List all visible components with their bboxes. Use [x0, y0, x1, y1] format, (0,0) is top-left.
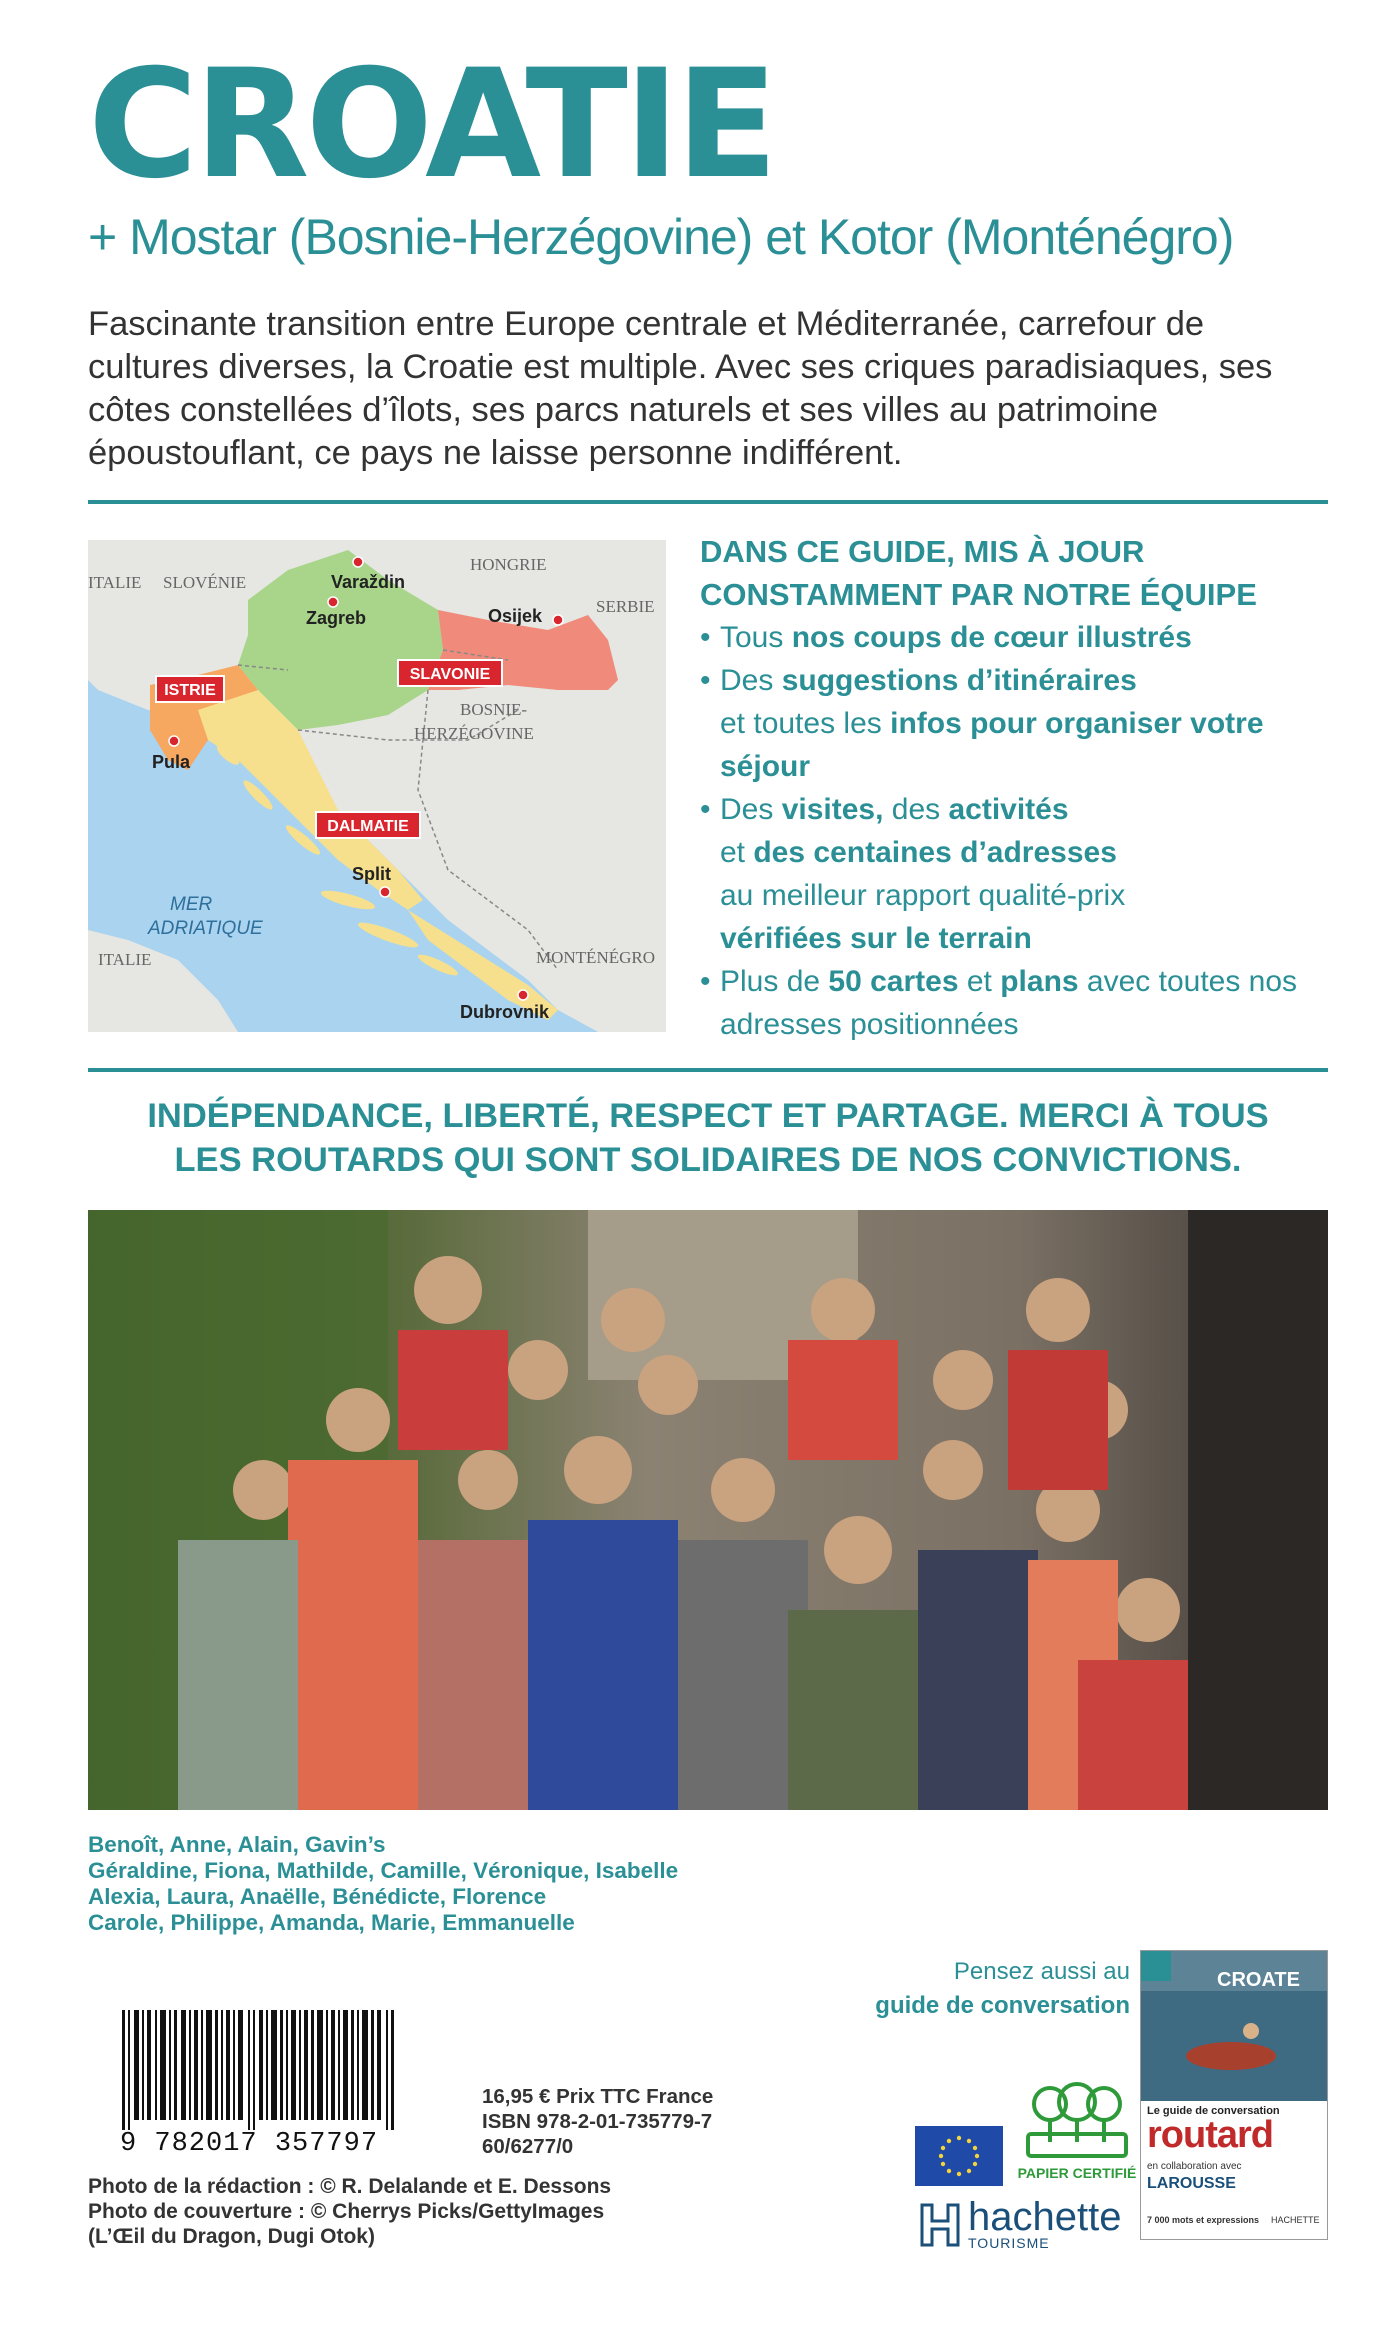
- also-see-line-2: guide de conversation: [875, 1992, 1130, 2019]
- map-dot-dubrovnik: [518, 990, 528, 1000]
- names-line: Benoît, Anne, Alain, Gavin’s: [88, 1832, 386, 1857]
- map-label-bosnie-2: HERZÉGOVINE: [414, 724, 534, 743]
- guide-heading-2: CONSTAMMENT PAR NOTRE ÉQUIPE: [700, 577, 1257, 612]
- barcode-bars: [120, 2010, 402, 2130]
- map-city-split: Split: [352, 864, 391, 884]
- cover-larousse: LAROUSSE: [1147, 2175, 1236, 2192]
- names-line: Géraldine, Fiona, Mathilde, Camille, Véronique, Isabelle: [88, 1858, 679, 1883]
- credit-line: Photo de la rédaction : © R. Delalande et E. Dessons: [88, 2175, 612, 2198]
- list-item: • Plus de 50 cartes et plans avec toutes nos adresses positionnées: [700, 960, 1340, 1046]
- map-dot-pula: [169, 736, 179, 746]
- svg-text:ISTRIE: ISTRIE: [164, 682, 216, 699]
- cover-series: Le guide de conversation: [1147, 2105, 1280, 2117]
- isbn-line: ISBN 978-2-01-735779-7: [482, 2110, 713, 2133]
- guide-features: [700, 530, 1340, 1046]
- list-item: • Des visites, des activités et des centaines d’adresses au meilleur rapport qualité-prix vérifiées sur le terrain: [700, 788, 1340, 960]
- map-label-italie-top: ITALIE: [88, 573, 142, 592]
- conversation-guide-cover[interactable]: [1140, 1950, 1328, 2240]
- eu-ecolabel-icon: [915, 2126, 1003, 2186]
- cover-count: 7 000 mots et expressions: [1147, 2215, 1260, 2225]
- hachette-h-icon: [918, 2201, 962, 2249]
- cover-brand: routard: [1147, 2114, 1273, 2156]
- list-item: • Des suggestions d’itinéraires et toutes les infos pour organiser votre séjour: [700, 659, 1340, 788]
- map-city-zagreb: Zagreb: [306, 608, 367, 628]
- paper-certified-logo: [1016, 2080, 1138, 2181]
- croatia-map: [88, 540, 666, 1032]
- map-sea-label-1: MER: [170, 894, 213, 915]
- map-label-bosnie-1: BOSNIE-: [460, 700, 528, 719]
- feature-list: [700, 616, 1340, 1046]
- map-dot-osijek: [553, 615, 563, 625]
- map-label-slovenie: SLOVÉNIE: [163, 573, 247, 592]
- also-see: [830, 1955, 1130, 2023]
- cover-publisher: HACHETTE: [1271, 2215, 1320, 2225]
- intro-paragraph: Fascinante transition entre Europe centrale et Méditerranée, carrefour de cultures diverses, la Croatie est multiple. Avec ses criques paradisiaques, ses côtes constellées d’îlots, ses parcs naturels et ses villes au patrimoine époustouflant, ce pays ne laisse personne indifférent.: [88, 305, 1273, 472]
- map-badge-dalmatie: [316, 812, 420, 838]
- trees-icon: [1022, 2080, 1132, 2160]
- code-line: 60/6277/0: [482, 2135, 574, 2158]
- map-label-italie-bottom: ITALIE: [98, 950, 152, 969]
- page-title: CROATIE: [88, 38, 775, 212]
- motto: [88, 1094, 1328, 1182]
- cover-collab: en collaboration avec: [1147, 2161, 1242, 2172]
- motto-line-2: LES ROUTARDS QUI SONT SOLIDAIRES DE NOS CONVICTIONS.: [174, 1141, 1242, 1179]
- map-label-hongrie: HONGRIE: [470, 555, 547, 574]
- page-subtitle: + Mostar (Bosnie-Herzégovine) et Kotor (Monténégro): [88, 209, 1234, 265]
- divider-middle: [88, 1068, 1328, 1072]
- price-info: [482, 2084, 713, 2159]
- map-dot-varazdin: [353, 557, 363, 567]
- map-label-serbie: SERBIE: [596, 597, 655, 616]
- paper-certified-label: PAPIER CERTIFIÉ: [1017, 2165, 1137, 2181]
- divider-top: [88, 500, 1328, 504]
- hachette-label: hachette: [968, 2195, 1122, 2239]
- map-city-dubrovnik: Dubrovnik: [460, 1002, 550, 1022]
- hachette-logo: [918, 2195, 1122, 2251]
- svg-text:DALMATIE: DALMATIE: [327, 818, 409, 835]
- also-see-line-1: Pensez aussi au: [953, 1958, 1130, 1985]
- map-dot-zagreb: [328, 597, 338, 607]
- map-city-pula: Pula: [152, 752, 191, 772]
- map-city-varazdin: Varaždin: [331, 572, 406, 592]
- tourisme-label: TOURISME: [968, 2235, 1050, 2251]
- names-line: Alexia, Laura, Anaëlle, Bénédicte, Florence: [88, 1884, 547, 1909]
- cover-title: CROATE: [1217, 1969, 1300, 1991]
- team-photo: [88, 1210, 1328, 1810]
- map-badge-istrie: [156, 676, 224, 702]
- credit-line: Photo de couverture : © Cherrys Picks/GettyImages: [88, 2200, 605, 2223]
- motto-line-1: INDÉPENDANCE, LIBERTÉ, RESPECT ET PARTAGE. MERCI À TOUS: [147, 1097, 1269, 1135]
- photo-credits: [88, 2174, 611, 2249]
- svg-text:SLAVONIE: SLAVONIE: [409, 666, 491, 683]
- map-city-osijek: Osijek: [488, 606, 543, 626]
- names-line: Carole, Philippe, Amanda, Marie, Emmanuelle: [88, 1910, 575, 1935]
- price-line: 16,95 € Prix TTC France: [482, 2085, 714, 2108]
- barcode: [120, 2010, 402, 2165]
- team-names: [88, 1832, 678, 1936]
- cover-illustration: [1141, 1951, 1327, 2239]
- map-label-montenegro: MONTÉNÉGRO: [536, 948, 655, 967]
- map-sea-label-2: ADRIATIQUE: [148, 918, 263, 939]
- guide-heading-1: DANS CE GUIDE, MIS À JOUR: [700, 534, 1145, 569]
- credit-line: (L’Œil du Dragon, Dugi Otok): [88, 2225, 375, 2248]
- list-item: • Tous nos coups de cœur illustrés: [700, 616, 1340, 659]
- barcode-number: 9 782017 357797: [120, 2129, 379, 2159]
- map-badge-slavonie: [398, 660, 502, 686]
- map-dot-split: [380, 887, 390, 897]
